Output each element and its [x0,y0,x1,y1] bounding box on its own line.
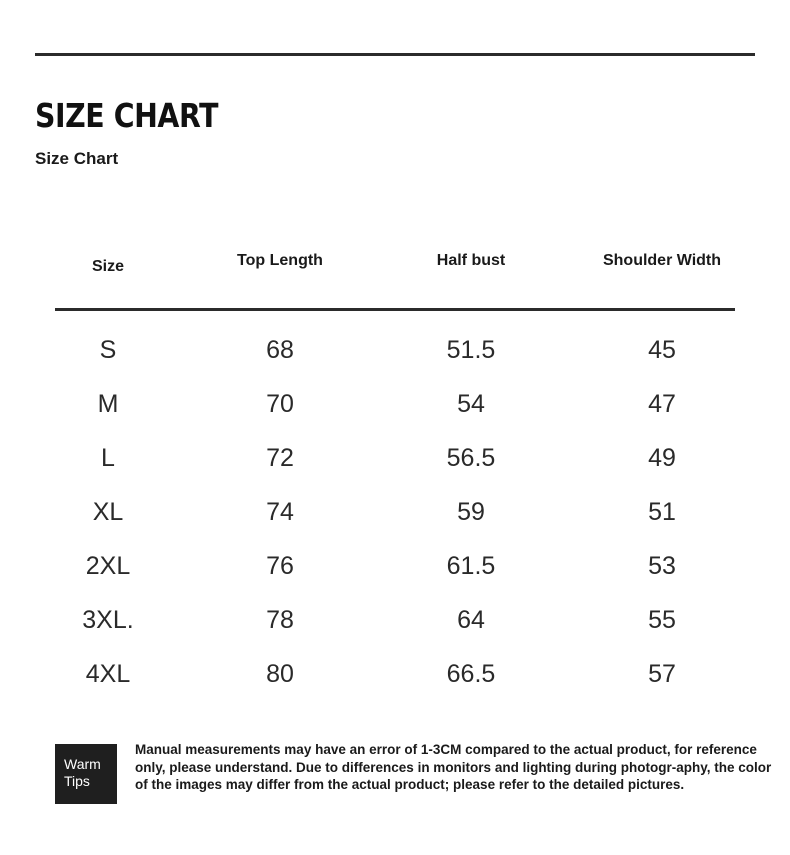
warm-tips-text: Manual measurements may have an error of 1-3CM compared to the actual product, for reference only, please understand. Due to differences in monitors and lighting during photogr-aphy, the color of the images may differ from the actual product; please refer to the detailed pictures. [135,742,772,792]
size-cell: 2XL [85,552,131,580]
top-length-cell: 68 [266,336,294,364]
shoulder-width-cell: 53 [648,552,676,580]
table-row [0,486,790,540]
top-divider [35,53,755,56]
shoulder-width-cell: 57 [648,660,676,688]
half-bust-cell: 61.5 [446,552,496,580]
shoulder-width-cell: 55 [648,606,676,634]
size-cell: XL [92,498,124,526]
half-bust-cell: 64 [457,606,485,634]
half-bust-cell: 56.5 [446,444,496,472]
page-subtitle: Size Chart [35,149,119,168]
table-row [0,432,790,486]
table-row [0,324,790,378]
table-row [0,648,790,702]
warm-tips-label-line1: Warm [64,756,101,772]
column-header-half-bust: Half bust [436,252,506,269]
shoulder-width-cell: 51 [648,498,676,526]
top-length-cell: 74 [266,498,294,526]
table-row [0,378,790,432]
half-bust-cell: 54 [457,390,485,418]
size-cell: 3XL. [82,606,134,634]
table-row [0,540,790,594]
header-divider [55,308,735,311]
shoulder-width-cell: 47 [648,390,676,418]
column-header-shoulder-width: Shoulder Width [602,252,722,269]
top-length-cell: 78 [266,606,294,634]
column-header-size: Size [91,258,124,275]
top-length-cell: 76 [266,552,294,580]
size-cell: 4XL [85,660,131,688]
table-row [0,594,790,648]
half-bust-cell: 59 [457,498,485,526]
top-length-cell: 80 [266,660,294,688]
page-title: SIZE CHART [35,96,219,135]
half-bust-cell: 51.5 [446,336,496,364]
top-length-cell: 72 [266,444,294,472]
size-table-header [0,252,790,292]
size-cell: L [101,444,115,472]
shoulder-width-cell: 49 [648,444,676,472]
column-header-top-length: Top Length [237,252,323,269]
half-bust-cell: 66.5 [446,660,496,688]
shoulder-width-cell: 45 [648,336,676,364]
size-cell: S [99,336,117,364]
warm-tips-badge [55,744,117,804]
warm-tips-label-line2: Tips [64,773,90,789]
size-cell: M [97,390,119,418]
size-table-body [0,324,790,702]
top-length-cell: 70 [266,390,294,418]
